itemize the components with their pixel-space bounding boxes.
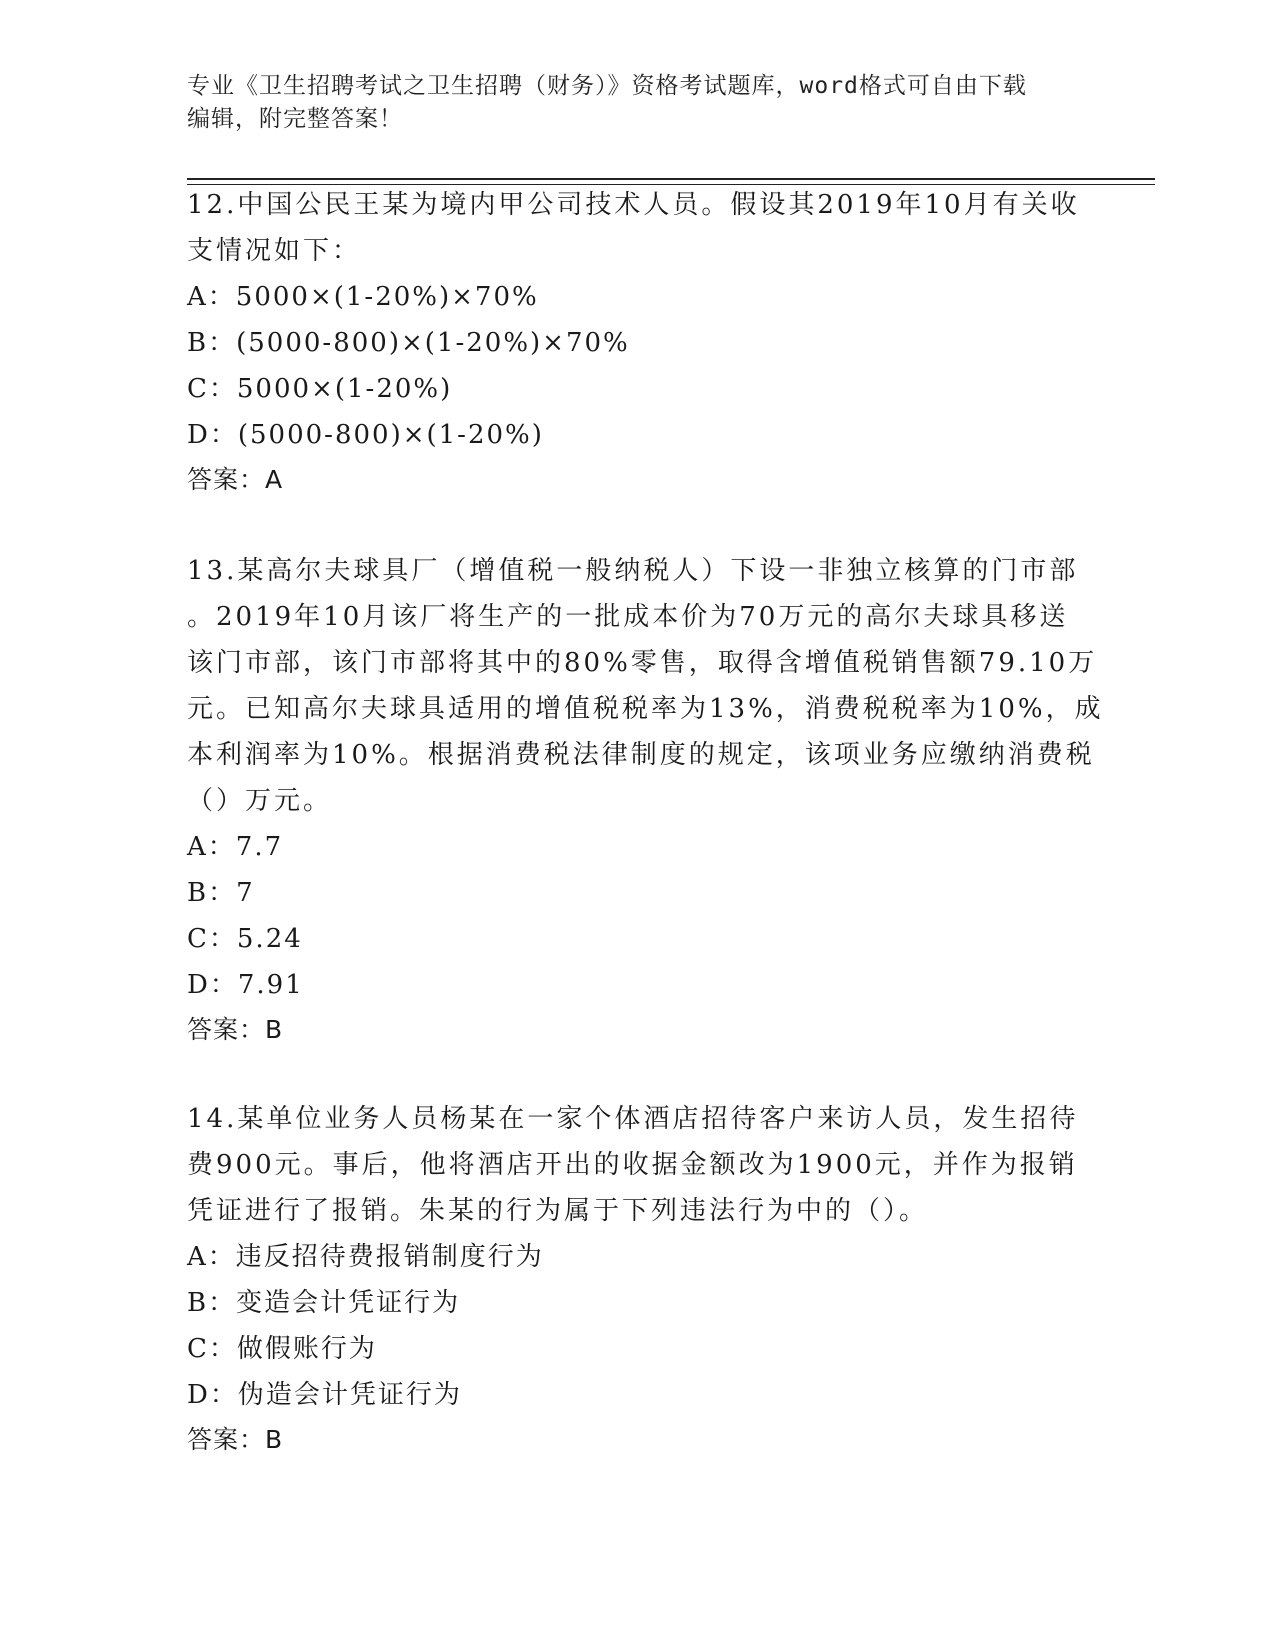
option-b: B：7 <box>187 878 255 908</box>
answer-line: 答案：A <box>187 465 284 494</box>
answer-line: 答案：B <box>187 1425 284 1454</box>
question-text-line: 费900元。事后，他将酒店开出的收据金额改为1900元，并作为报销 <box>187 1150 1078 1180</box>
question-text-line: 元。已知高尔夫球具适用的增值税税率为13%，消费税税率为10%，成 <box>187 694 1104 724</box>
question-text-line: 。2019年10月该厂将生产的一批成本价为70万元的高尔夫球具移送 <box>187 602 1069 632</box>
option-d: D：伪造会计凭证行为 <box>187 1380 462 1410</box>
option-c: C：5.24 <box>187 924 303 954</box>
question-12 <box>187 182 1087 502</box>
question-13 <box>187 548 1104 1052</box>
question-text-line: 13.某高尔夫球具厂（增值税一般纳税人）下设一非独立核算的门市部 <box>187 556 1079 586</box>
header-line: 专业《卫生招聘考试之卫生招聘（财务）》资格考试题库，word格式可自由下载 <box>187 73 1027 99</box>
option-a: A：违反招待费报销制度行为 <box>187 1242 544 1272</box>
question-14 <box>187 1096 1087 1462</box>
option-d: D：(5000-800)×(1-20%) <box>187 420 544 450</box>
header-divider-thick <box>187 178 1155 180</box>
question-text-line: （）万元。 <box>187 786 333 816</box>
document-header <box>187 70 1087 136</box>
question-text-line: 12.中国公民王某为境内甲公司技术人员。假设其2019年10月有关收 <box>187 190 1080 220</box>
question-text-line: 凭证进行了报销。朱某的行为属于下列违法行为中的（）。 <box>187 1196 929 1226</box>
option-c: C：做假账行为 <box>187 1334 377 1364</box>
option-b: B：变造会计凭证行为 <box>187 1288 461 1318</box>
question-text-line: 该门市部，该门市部将其中的80%零售，取得含增值税销售额79.10万 <box>187 648 1098 678</box>
option-a: A：7.7 <box>187 832 284 862</box>
option-b: B：(5000-800)×(1-20%)×70% <box>187 328 630 358</box>
option-d: D：7.91 <box>187 970 304 1000</box>
option-c: C：5000×(1-20%) <box>187 374 453 404</box>
answer-line: 答案：B <box>187 1015 284 1044</box>
question-text-line: 14.某单位业务人员杨某在一家个体酒店招待客户来访人员，发生招待 <box>187 1104 1079 1134</box>
header-line: 编辑，附完整答案！ <box>187 106 403 132</box>
question-text-line: 本利润率为10%。根据消费税法律制度的规定，该项业务应缴纳消费税 <box>187 740 1095 770</box>
option-a: A：5000×(1-20%)×70% <box>187 282 539 312</box>
question-text-line: 支情况如下： <box>187 236 362 266</box>
